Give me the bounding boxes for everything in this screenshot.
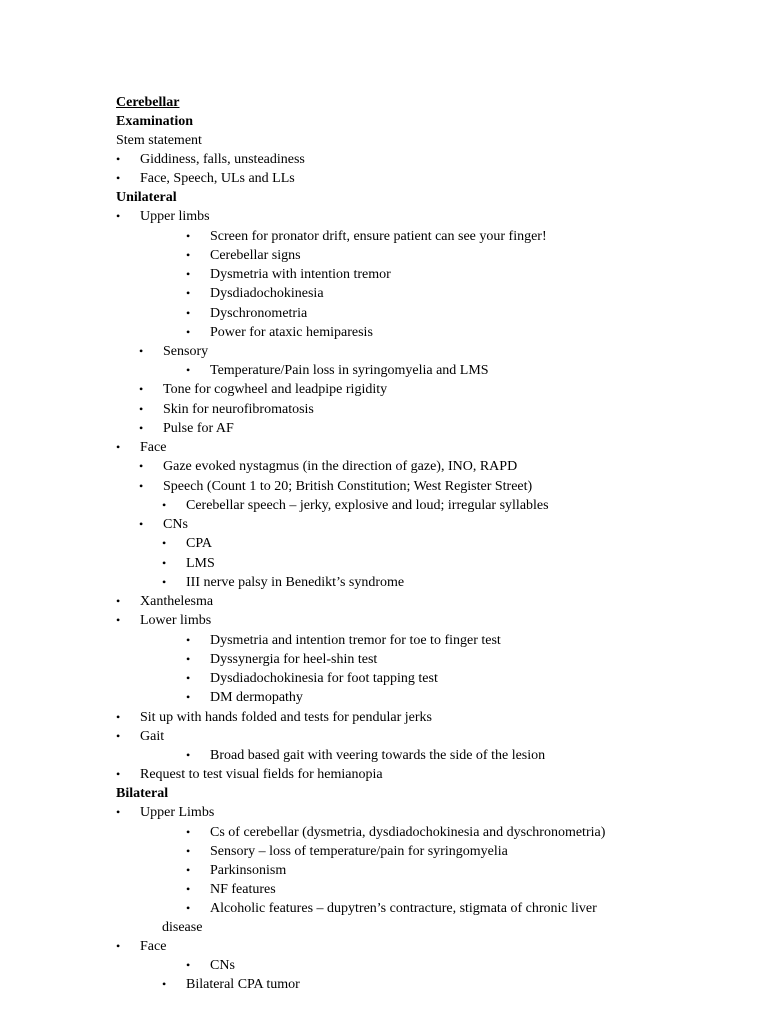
doc-subtitle: Examination (116, 114, 194, 129)
document-page: Cerebellar Examination Stem statement • Giddiness, falls, unsteadiness • Face, Speech, ULs and LLs Unilateral • Upper limbs • Screen for pronator drift, ensure patient can see your finger! • Cerebellar signs • Dysmetria with intention tremor • Dysdiadochokinesia • Dyschronometria • Power for ataxic hemiparesis • Sensory • Temperature/Pain loss in syringomyelia and LMS • Tone for cogwheel and leadpipe rigidity • Skin for neurofibromatosis • Pulse for AF • Face • Gaze evoked nystagmus (in the direction of gaze), INO, RAPD • Speech (Count 1 to 20; British Constitution; West Register Street) • Cerebellar speech – jerky, explosive and loud; irregular syllables • CNs • CPA • LMS • III nerve palsy in Benedikt’s syndrome • Xanthelesma • Lower limbs • Dysmetria and intention tremor for toe to finger test • Dyssynergia for heel-shin test • Dysdiadochokinesia for foot tapping test • DM dermopathy • Sit up with hands folded and tests for pendular jerks • Gait • Broad based gait with veering towards the side of the lesion • Request to test visual fields for hemianopia Bilateral • Upper Limbs • Cs of cerebellar (dysmetria, dysdiadochokinesia and dyschronometria) • Sensory – loss of temperature/pain for syringomyelia • Parkinsonism • NF features • Alcoholic features – dupytren’s contracture, stigmata of chronic liver disease • Face • CNs • Bilateral CPA tumor (116, 95, 606, 992)
doc-title: Cerebellar (116, 95, 180, 110)
section-heading-unilateral: Unilateral (116, 190, 177, 205)
list-item-continuation: disease (162, 920, 203, 935)
section-heading-bilateral: Bilateral (116, 786, 169, 801)
stem-statement: Stem statement (116, 133, 202, 148)
